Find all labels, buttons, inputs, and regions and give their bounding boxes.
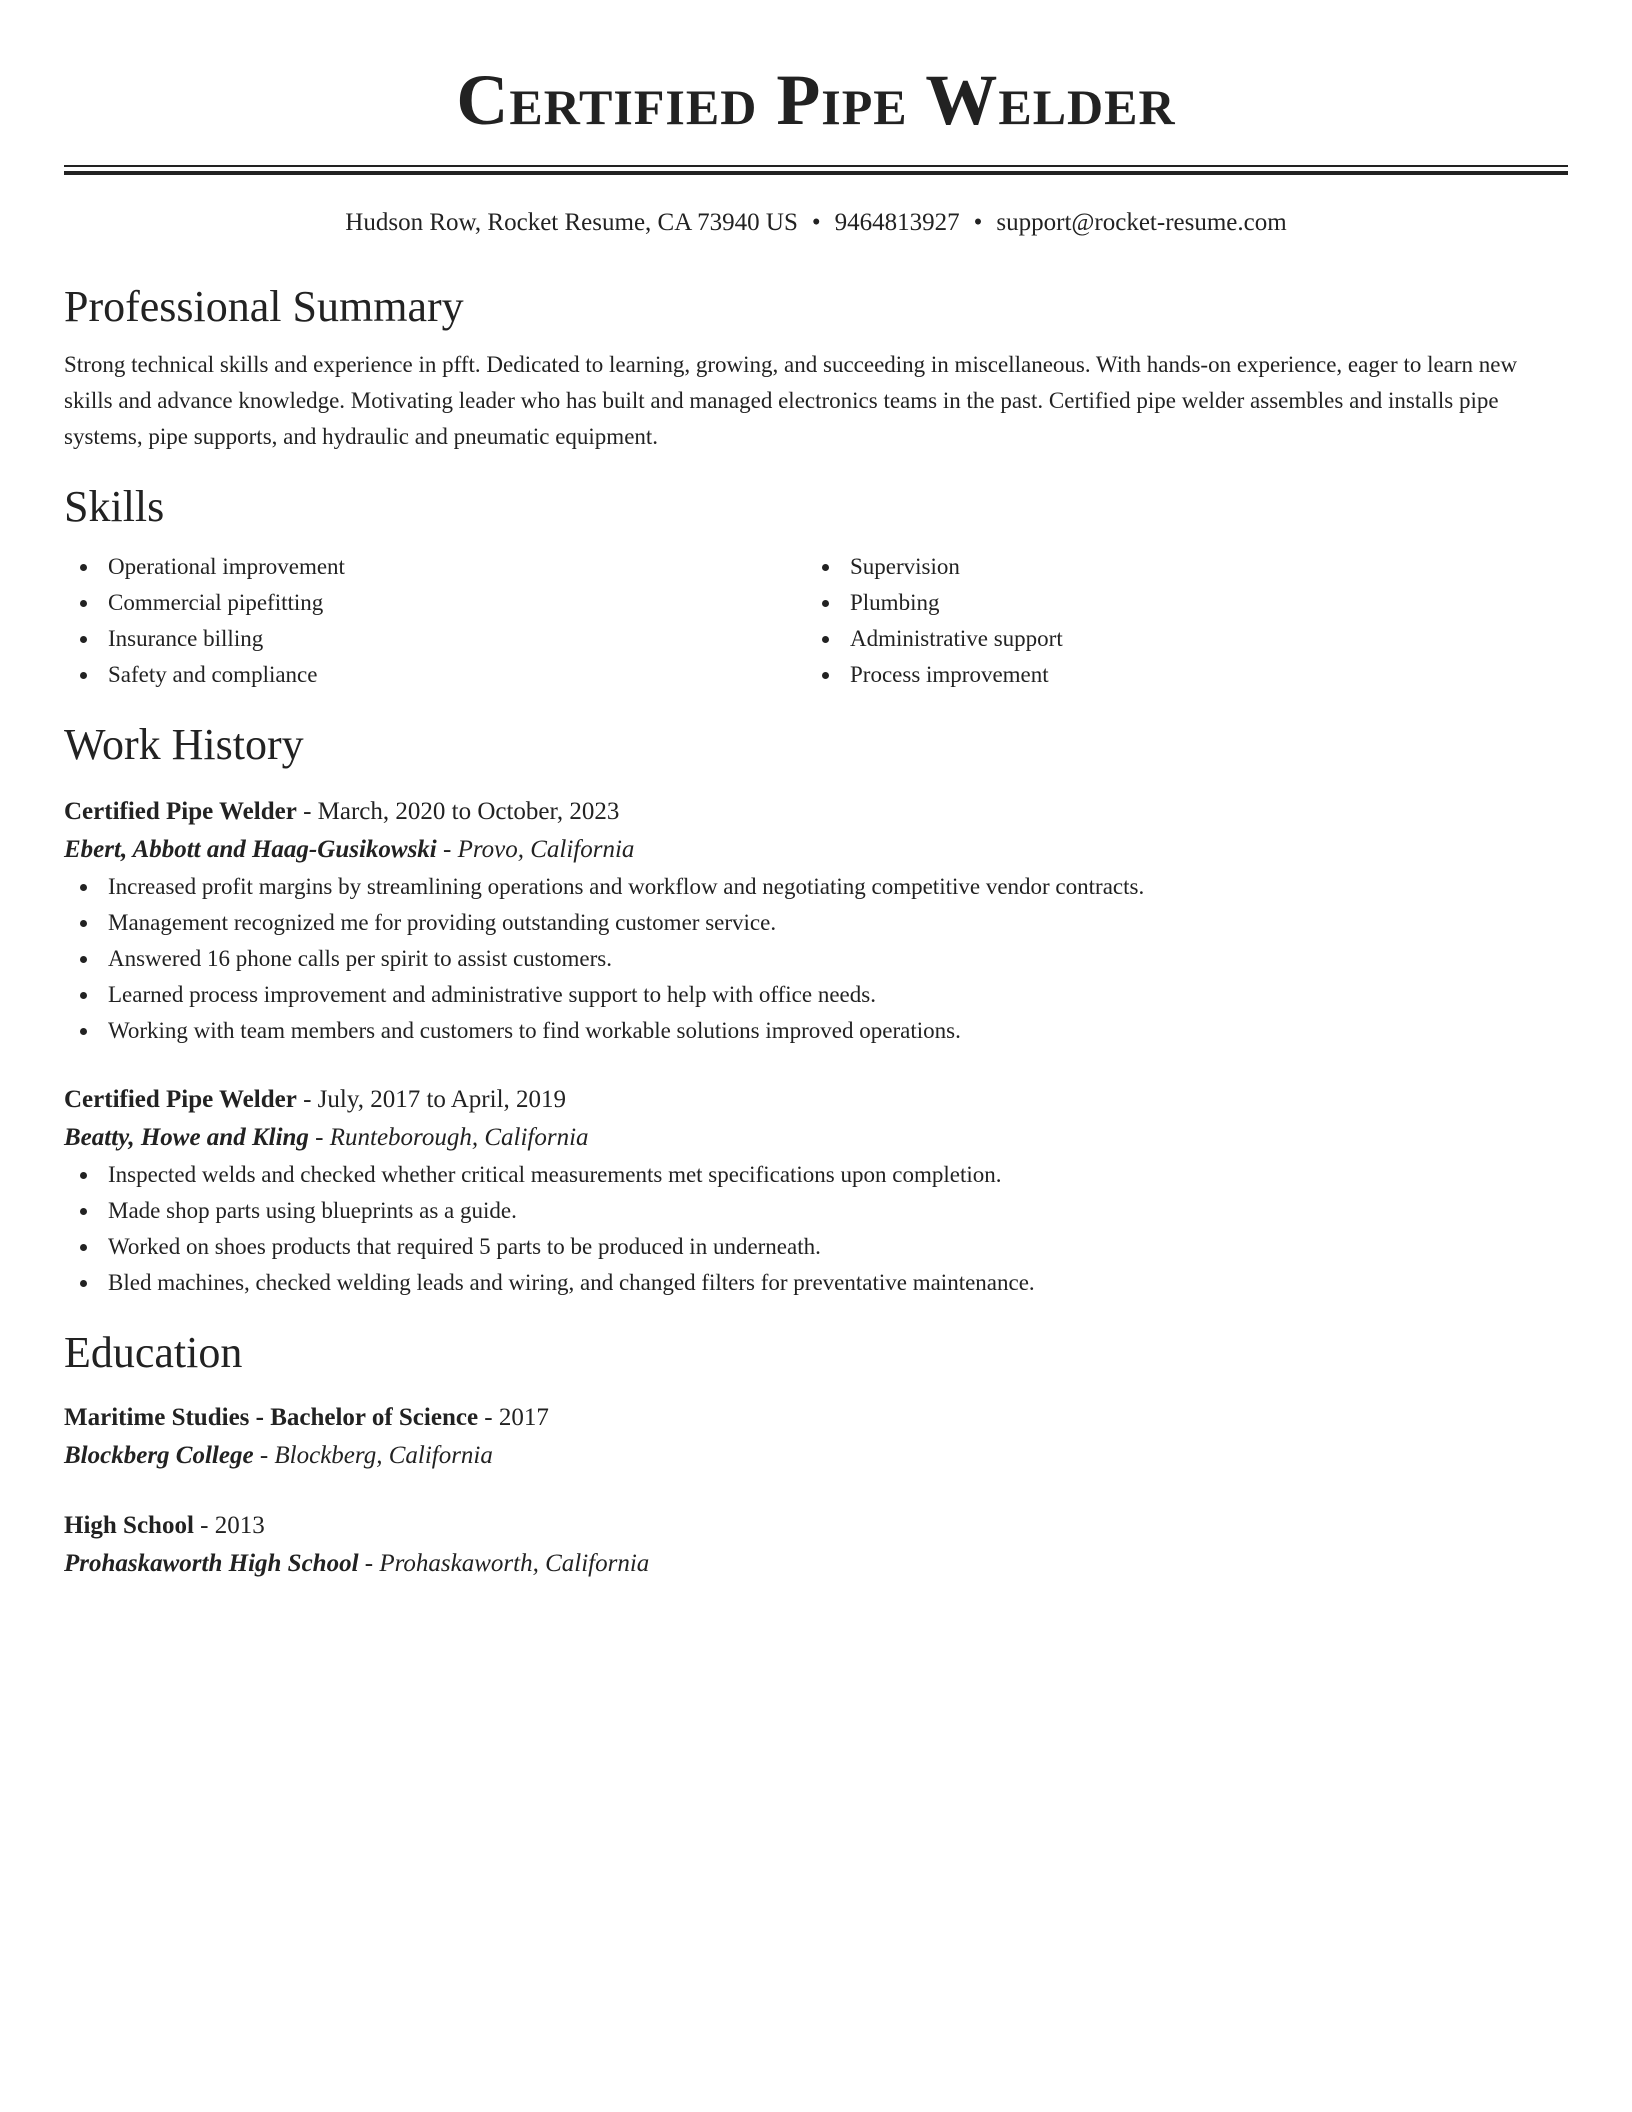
bullet-icon: [80, 636, 87, 643]
bullet-icon: [80, 1172, 87, 1179]
resume-name: Certified Pipe Welder: [456, 60, 1176, 140]
job-title-line: [64, 1081, 1568, 1119]
skill-item: Supervision: [806, 549, 1548, 585]
education-school-line: [64, 1545, 1568, 1583]
skills-heading: Skills: [64, 482, 165, 531]
job-location: - Runteborough, California: [308, 1124, 589, 1151]
education-degree: High School: [64, 1512, 194, 1539]
bullet-icon: [822, 564, 829, 571]
education-location: - Prohaskaworth, California: [358, 1550, 650, 1577]
bullet-icon: [80, 1280, 87, 1287]
education-school: Prohaskaworth High School: [64, 1550, 359, 1577]
bullet-icon: [80, 1028, 87, 1035]
job-company-line: [64, 831, 1568, 869]
job-title-line: [64, 793, 1568, 831]
job-bullet: Inspected welds and checked whether critical measurements met specifications upon completion.: [64, 1157, 1568, 1193]
contact-phone: 9464813927: [834, 209, 960, 236]
job-bullets: [64, 869, 1568, 1049]
job-bullet: Learned process improvement and administrative support to help with office needs.: [64, 977, 1568, 1013]
skill-item: Administrative support: [806, 621, 1548, 657]
skill-item: Process improvement: [806, 657, 1548, 693]
bullet-icon: [822, 600, 829, 607]
education-degree: Maritime Studies - Bachelor of Science: [64, 1404, 479, 1431]
education-year: - 2017: [478, 1404, 549, 1431]
job-position: Certified Pipe Welder: [64, 798, 297, 825]
bullet-icon: [80, 956, 87, 963]
job-company: Ebert, Abbott and Haag-Gusikowski: [64, 836, 437, 863]
job-bullet: Made shop parts using blueprints as a guide.: [64, 1193, 1568, 1229]
job-company-line: [64, 1119, 1568, 1157]
bullet-icon: [822, 636, 829, 643]
job-bullet: Answered 16 phone calls per spirit to assist customers.: [64, 941, 1568, 977]
bullet-icon: [80, 600, 87, 607]
education-school: Blockberg College: [64, 1442, 254, 1469]
skill-item: Operational improvement: [64, 549, 806, 585]
job-bullet: Management recognized me for providing outstanding customer service.: [64, 905, 1568, 941]
header-divider: [64, 165, 1568, 175]
job-bullets: [64, 1157, 1568, 1301]
bullet-icon: [822, 672, 829, 679]
job-company: Beatty, Howe and Kling: [64, 1124, 309, 1151]
skills-list: [64, 549, 1568, 693]
contact-email: support@rocket-resume.com: [996, 209, 1287, 236]
education-heading: Education: [64, 1328, 243, 1377]
job-position: Certified Pipe Welder: [64, 1086, 297, 1113]
job-bullet: Increased profit margins by streamlining operations and workflow and negotiating competitive vendor contracts.: [64, 869, 1568, 905]
contact-separator: •: [811, 209, 821, 236]
education-school-line: [64, 1437, 1568, 1475]
education-degree-line: [64, 1399, 1568, 1437]
job-entry: [64, 793, 1568, 1049]
skill-item: Commercial pipefitting: [64, 585, 806, 621]
education-location: - Blockberg, California: [253, 1442, 493, 1469]
job-bullet: Bled machines, checked welding leads and wiring, and changed filters for preventative maintenance.: [64, 1265, 1568, 1301]
bullet-icon: [80, 884, 87, 891]
job-dates: - July, 2017 to April, 2019: [296, 1086, 567, 1113]
education-year: - 2013: [193, 1512, 265, 1539]
summary-heading: Professional Summary: [64, 282, 464, 331]
skill-item: Safety and compliance: [64, 657, 806, 693]
skill-item: Insurance billing: [64, 621, 806, 657]
summary-text: Strong technical skills and experience in pfft. Dedicated to learning, growing, and succeeding in miscellaneous. With hands-on experience, eager to learn new skills and advance knowledge. Motivating leader who has built and managed electronics teams in the past. Certified pipe welder assembles and installs pipe systems, pipe supports, and hydraulic and pneumatic equipment.: [64, 352, 1518, 449]
bullet-icon: [80, 1208, 87, 1215]
job-bullet: Working with team members and customers to find workable solutions improved operations.: [64, 1013, 1568, 1049]
bullet-icon: [80, 920, 87, 927]
bullet-icon: [80, 564, 87, 571]
job-bullet: Worked on shoes products that required 5 parts to be produced in underneath.: [64, 1229, 1568, 1265]
work-history-heading: Work History: [64, 720, 304, 769]
bullet-icon: [80, 672, 87, 679]
bullet-icon: [80, 1244, 87, 1251]
education-entry: [64, 1507, 1568, 1583]
skill-item: Plumbing: [806, 585, 1548, 621]
job-entry: [64, 1081, 1568, 1301]
contact-address: Hudson Row, Rocket Resume, CA 73940 US: [345, 209, 798, 236]
bullet-icon: [80, 992, 87, 999]
contact-line: [64, 207, 1568, 239]
job-location: - Provo, California: [436, 836, 635, 863]
education-degree-line: [64, 1507, 1568, 1545]
skills-column-right: [806, 549, 1548, 693]
job-dates: - March, 2020 to October, 2023: [296, 798, 620, 825]
contact-separator: •: [973, 209, 983, 236]
education-entry: [64, 1399, 1568, 1475]
skills-column-left: [64, 549, 806, 693]
